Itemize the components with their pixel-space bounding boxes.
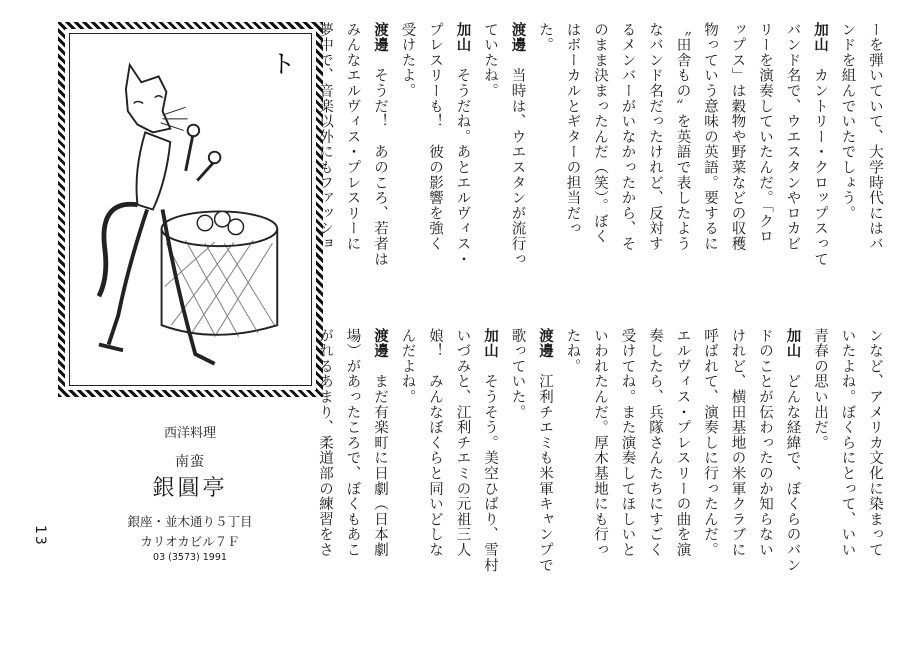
text-line: けれど、横田基地の米軍クラブに [729, 328, 746, 558]
text-line: 渡邊 まだ有楽町に日劇（日本劇 [372, 328, 388, 558]
text-line: 受けたよ。 [399, 22, 416, 99]
restaurant-phone: 03 (3573) 1991 [153, 552, 227, 563]
interview-lower-tier [311, 328, 889, 620]
text-line: プレスリーも！ 彼の影響を強く [427, 22, 443, 252]
text-line: みんなエルヴィス・プレスリーに [344, 22, 361, 252]
text-line: 加山 どんな経緯で、ぼくらのバン [784, 328, 801, 573]
interview-upper-tier [311, 22, 889, 312]
text-line: がれるあまり、柔道部の練習をさ [317, 328, 333, 558]
text-line: のまま決まったんだ（笑）。ぼく [592, 22, 608, 245]
cat-drummer-icon [70, 34, 311, 385]
text-line: はボーカルとギターの担当だっ [564, 22, 581, 237]
text-line: エルヴィス・プレスリーの曲を演 [674, 328, 691, 558]
restaurant-genre: 西洋料理 [163, 426, 216, 441]
text-line: 〝田舎もの〟を英語で表したよう [674, 22, 691, 252]
text-line: ドのことが伝わったのか知らない [757, 328, 773, 558]
speaker-name: 加山 [784, 328, 801, 359]
text-line: るメンバーがいなかったから、そ [619, 22, 636, 252]
restaurant-caption [90, 408, 290, 565]
speaker-name: 渡邊 [509, 22, 526, 53]
restaurant-subname: 南蛮 [175, 454, 205, 470]
text-line: 物っていう意味の英語。要するに [702, 22, 718, 252]
restaurant-address-line1: 銀座・並木通り５丁目 [127, 514, 253, 529]
text-line: ていたね。 [482, 22, 498, 99]
text-line: 場）があったころで、ぼくもあこ [344, 328, 361, 558]
text-line: 青春の思い出だ。 [812, 328, 828, 451]
text-line: 渡邊 当時は、ウエスタンが流行っ [509, 22, 526, 267]
text-line: 呼ばれて、演奏しに行ったんだ。 [702, 328, 718, 558]
speaker-name: 渡邊 [537, 328, 553, 359]
text-line: ーを弾いていて、大学時代にはバ [867, 22, 883, 252]
illustration-frame [58, 22, 323, 397]
speaker-name: 加山 [482, 328, 498, 359]
text-line: 渡邊 そうだ！ あのころ、若者は [372, 22, 388, 267]
text-line: 歌っていた。 [509, 328, 526, 420]
text-line: 受けてね。また演奏してほしいと [619, 328, 636, 558]
text-line: ンなど、アメリカ文化に染まって [867, 328, 883, 558]
restaurant-address-line2: カリオカビル７Ｆ [140, 534, 240, 549]
text-line: ンドを組んでいたでしょう。 [839, 22, 856, 221]
text-line: いわれたんだ。厚木基地にも行っ [592, 328, 608, 558]
text-line: 加山 カントリー・クロップスって [812, 22, 828, 267]
text-line: いたよね。ぼくらにとって、いい [839, 328, 856, 558]
speaker-name: 加山 [812, 22, 828, 53]
text-line: いづみと、江利チエミの元祖三人 [454, 328, 471, 558]
text-line: 奏したら、兵隊さんたちにすごく [647, 328, 663, 558]
speaker-name: 加山 [454, 22, 471, 53]
text-line: 加山 そうそう。美空ひばり、雪村 [482, 328, 498, 573]
text-line: なバンド名だったけれど、反対す [647, 22, 663, 252]
page-number-text: 13 [32, 525, 48, 547]
speaker-name: 渡邊 [372, 22, 388, 53]
text-line: たね。 [564, 328, 581, 374]
text-line: リーを演奏していたんだ。「クロ [757, 22, 773, 245]
text-line: 渡邊 江利チエミも米軍キャンプで [537, 328, 553, 573]
text-line: んだよね。 [399, 328, 416, 405]
cat-drummer-illustration [69, 33, 312, 386]
speaker-name: 渡邊 [372, 328, 388, 359]
restaurant-name: 銀圓亭 [152, 476, 228, 501]
text-line: 娘！ みんなぼくらと同いどしな [427, 328, 443, 558]
text-line: バンド名で、ウエスタンやロカビ [784, 22, 801, 252]
text-line: ップス」は穀物や野菜などの収穫 [729, 22, 746, 252]
text-line: た。 [537, 22, 553, 53]
page-number [18, 525, 48, 547]
text-line: 加山 そうだね。あとエルヴィス・ [454, 22, 471, 267]
artist-signature: ト [270, 49, 296, 79]
text-line: 夢中で、音楽以外にもファッショ [317, 22, 333, 252]
